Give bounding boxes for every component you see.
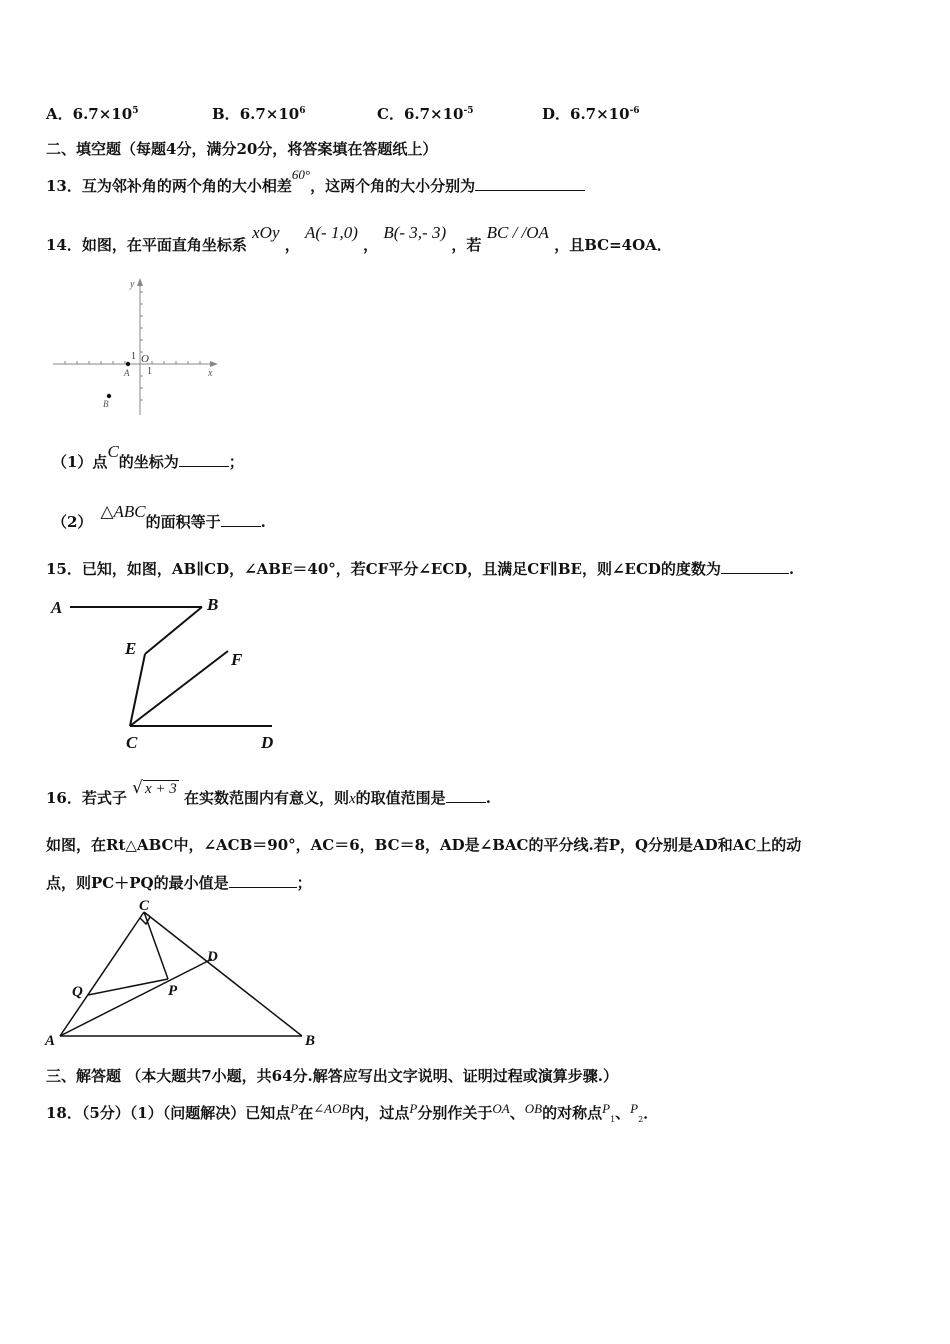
- label-b: B: [207, 595, 219, 614]
- figure-17: [42, 895, 322, 1050]
- segment-be: [145, 607, 202, 654]
- section-3-title: 三、解答题 （本大题共7小题，共64分.解答应写出文字说明、证明过程或演算步骤.）: [46, 1067, 618, 1085]
- x-unit-label: 1: [147, 366, 152, 377]
- x-arrow-icon: [210, 361, 218, 367]
- answer-blank: [221, 512, 261, 527]
- answer-blank: [721, 559, 789, 574]
- label-c: C: [139, 898, 150, 914]
- point-a: [126, 362, 130, 366]
- choice-c: C．$6.7\times 10^{-5}$: [377, 105, 474, 123]
- choice-a: A．$6.7\times 10^5$: [46, 105, 139, 123]
- answer-blank: [229, 873, 297, 888]
- x-axis-label: x: [208, 368, 213, 379]
- sqrt-expression: √ x + 3: [132, 778, 177, 798]
- figure-15: [45, 592, 290, 757]
- choice-d: D．$6.7\times 10^{-6}$: [542, 105, 640, 123]
- answer-blank: [446, 788, 486, 803]
- segment-cf: [130, 651, 228, 726]
- question-14-part-1: （1）点C的坐标为 ；: [52, 442, 244, 471]
- label-d: D: [261, 733, 274, 752]
- y-arrow-icon: [137, 278, 143, 286]
- origin-label: O: [141, 353, 149, 365]
- answer-blank: [179, 452, 229, 467]
- label-a: A: [51, 598, 63, 617]
- label-d: D: [207, 949, 218, 965]
- question-13: 13．互为邻补角的两个角的大小相差60°，这两个角的大小分别为: [46, 175, 585, 196]
- point-a-label: A: [124, 368, 130, 378]
- question-17-line-1: 如图，在Rt△ABC中，∠ACB＝90°，AC＝6，BC＝8，AD是∠BAC的平分线.若P，Q分别是AD和AC上的动: [46, 836, 802, 854]
- label-f: F: [231, 650, 243, 669]
- y-unit-label: 1: [131, 351, 136, 362]
- label-p: P: [168, 983, 178, 999]
- segment-ca: [60, 912, 144, 1036]
- question-16: 16．若式子 √ x + 3 在实数范围内有意义，则x的取值范围是 .: [46, 778, 491, 807]
- label-q: Q: [72, 984, 83, 1000]
- question-18: 18．（5分）（1）（问题解决）已知点P在∠AOB内，过点P分别作关于OA、OB的对称点$P_1$、$P_2$．: [46, 1101, 659, 1124]
- point-b: [107, 394, 111, 398]
- label-a: A: [45, 1033, 56, 1049]
- answer-blank: [475, 176, 585, 191]
- question-14: 14．如图，在平面直角坐标系 xOy ， A(- 1,0) ， B(- 3,- 3) ，若 BC / /OA ，且BC=4OA．: [46, 223, 672, 254]
- question-15: 15．已知，如图，AB∥CD，∠ABE＝40°，若CF平分∠ECD，且满足CF∥BE，则∠ECD的度数为 .: [46, 560, 795, 578]
- label-c: C: [126, 733, 138, 752]
- segment-cb: [144, 912, 302, 1036]
- coordinate-graph: [50, 275, 230, 420]
- question-14-part-2: （2）△ABC的面积等于 .: [52, 502, 266, 531]
- section-2-title: 二、填空题（每题4分，满分20分，将答案填在答题纸上）: [46, 140, 438, 158]
- y-axis-label: y: [130, 279, 135, 290]
- label-b: B: [305, 1033, 316, 1049]
- choice-b: B．$6.7\times 10^6$: [212, 105, 306, 123]
- point-b-label: B: [103, 399, 109, 409]
- question-17-line-2: 点，则PC＋PQ的最小值是 ；: [46, 874, 312, 892]
- label-e: E: [125, 639, 137, 658]
